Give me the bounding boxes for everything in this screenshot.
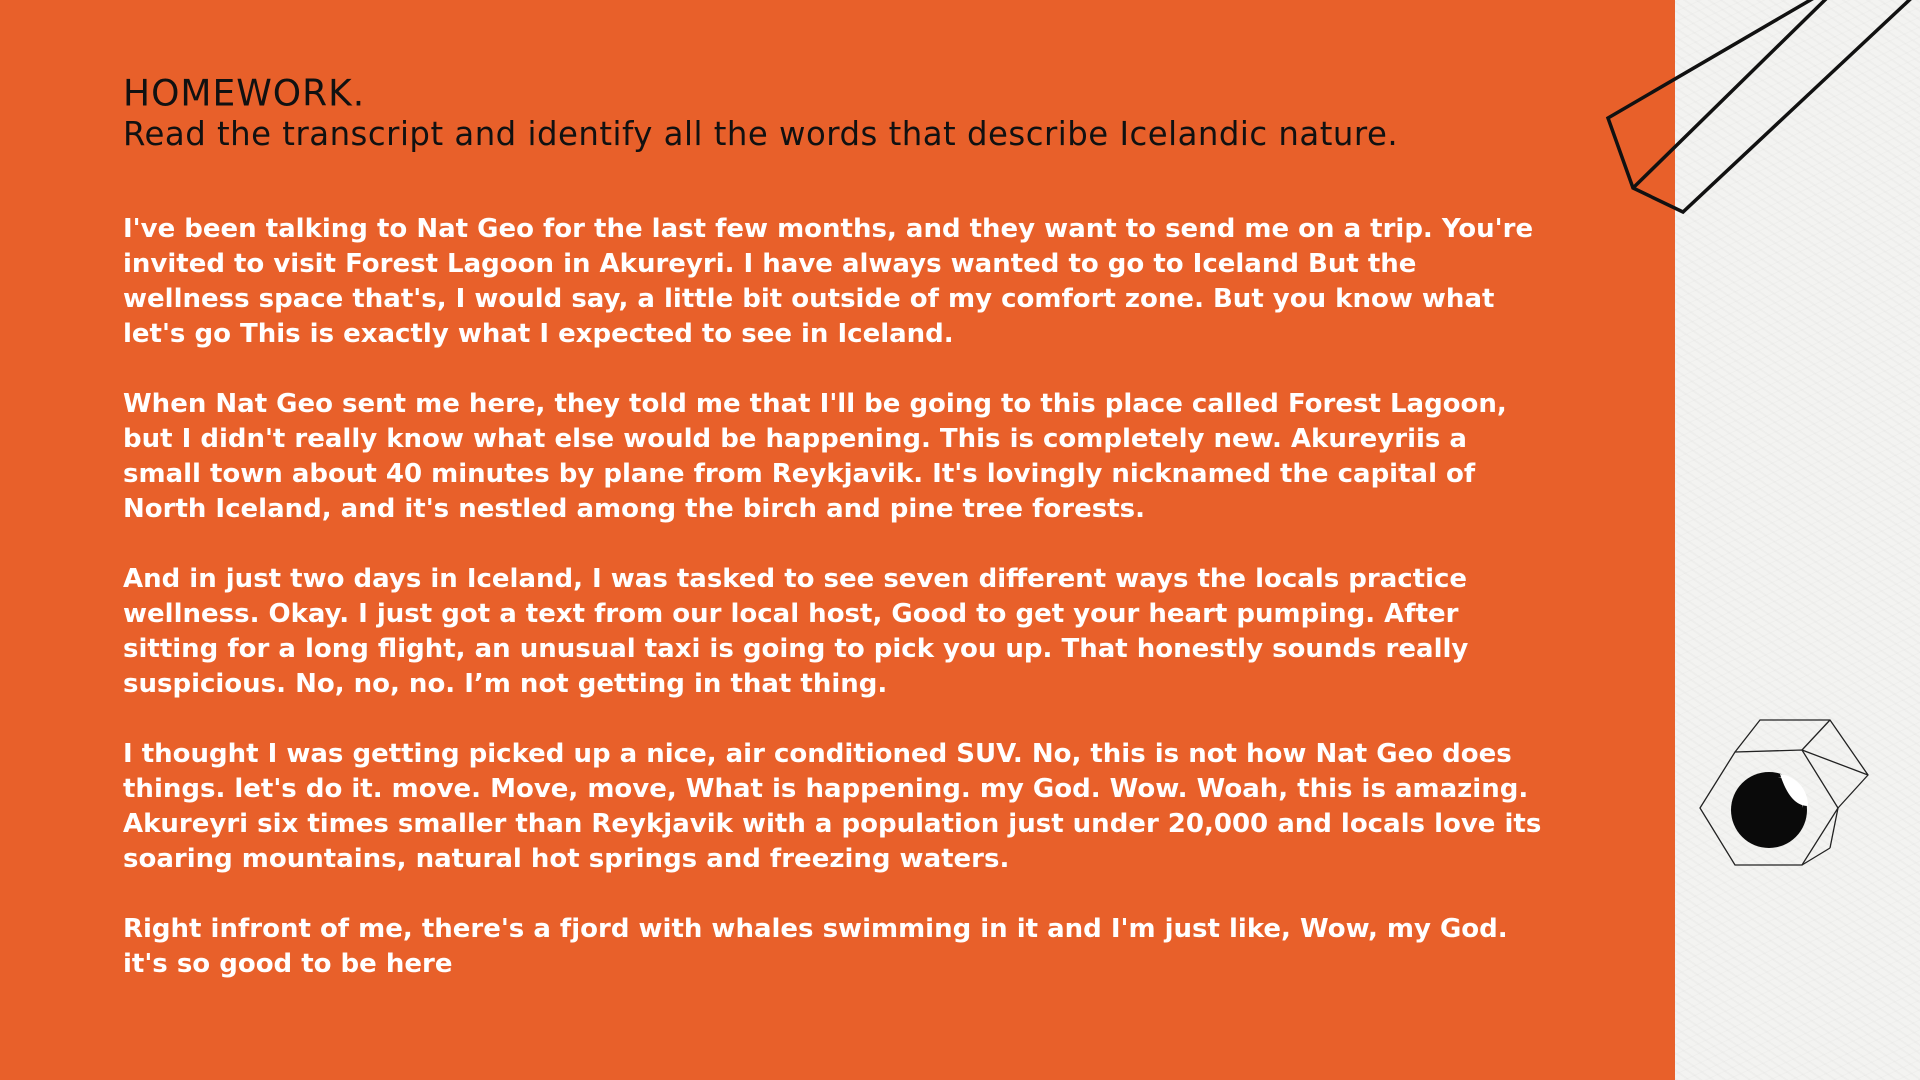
heading-title: HOMEWORK. — [123, 73, 366, 115]
heading-subtitle: Read the transcript and identify all the words that describe Icelandic nature. — [123, 114, 1399, 153]
transcript-body — [123, 212, 1543, 1017]
homework-heading — [123, 72, 1623, 152]
transcript-paragraph: When Nat Geo sent me here, they told me that I'll be going to this place called Forest Lagoon, but I didn't really know what else would be happening. This is completely new. Akureyriis a small town about 40 minutes by plane from Reykjavik. It's lovingly nicknamed the capital of North Iceland, and it's nestled among the birch and pine tree forests. — [123, 389, 1507, 524]
striped-prism-decoration — [1590, 0, 1920, 230]
transcript-paragraph: And in just two days in Iceland, I was tasked to see seven different ways the locals practice wellness. Okay. I just got a text from our local host, Good to get your heart pumping. After sitting for a long flight, an unusual taxi is going to pick you up. That honestly sounds really suspicious. No, no, no. I’m not getting in that thing. — [123, 564, 1469, 699]
transcript-paragraph: Right infront of me, there's a fjord with whales swimming in it and I'm just like, Wow, my God. it's so good to be here — [123, 914, 1508, 979]
transcript-paragraph: I've been talking to Nat Geo for the last few months, and they want to send me on a trip. You're invited to visit Forest Lagoon in Akureyri. I have always wanted to go to Iceland But the wellness space that's, I would say, a little bit outside of my comfort zone. But you know what let's go This is exactly what I expected to see in Iceland. — [123, 214, 1534, 349]
transcript-paragraph: I thought I was getting picked up a nice, air conditioned SUV. No, this is not how Nat Geo does things. let's do it. move. Move, move, What is happening. my God. Wow. Woah, this is amazing. Akureyri six times smaller than Reykjavik with a population just under 20,000 and locals love its soaring mountains, natural hot springs and freezing waters. — [123, 739, 1542, 874]
hexagon-eye-decoration — [1690, 710, 1880, 880]
